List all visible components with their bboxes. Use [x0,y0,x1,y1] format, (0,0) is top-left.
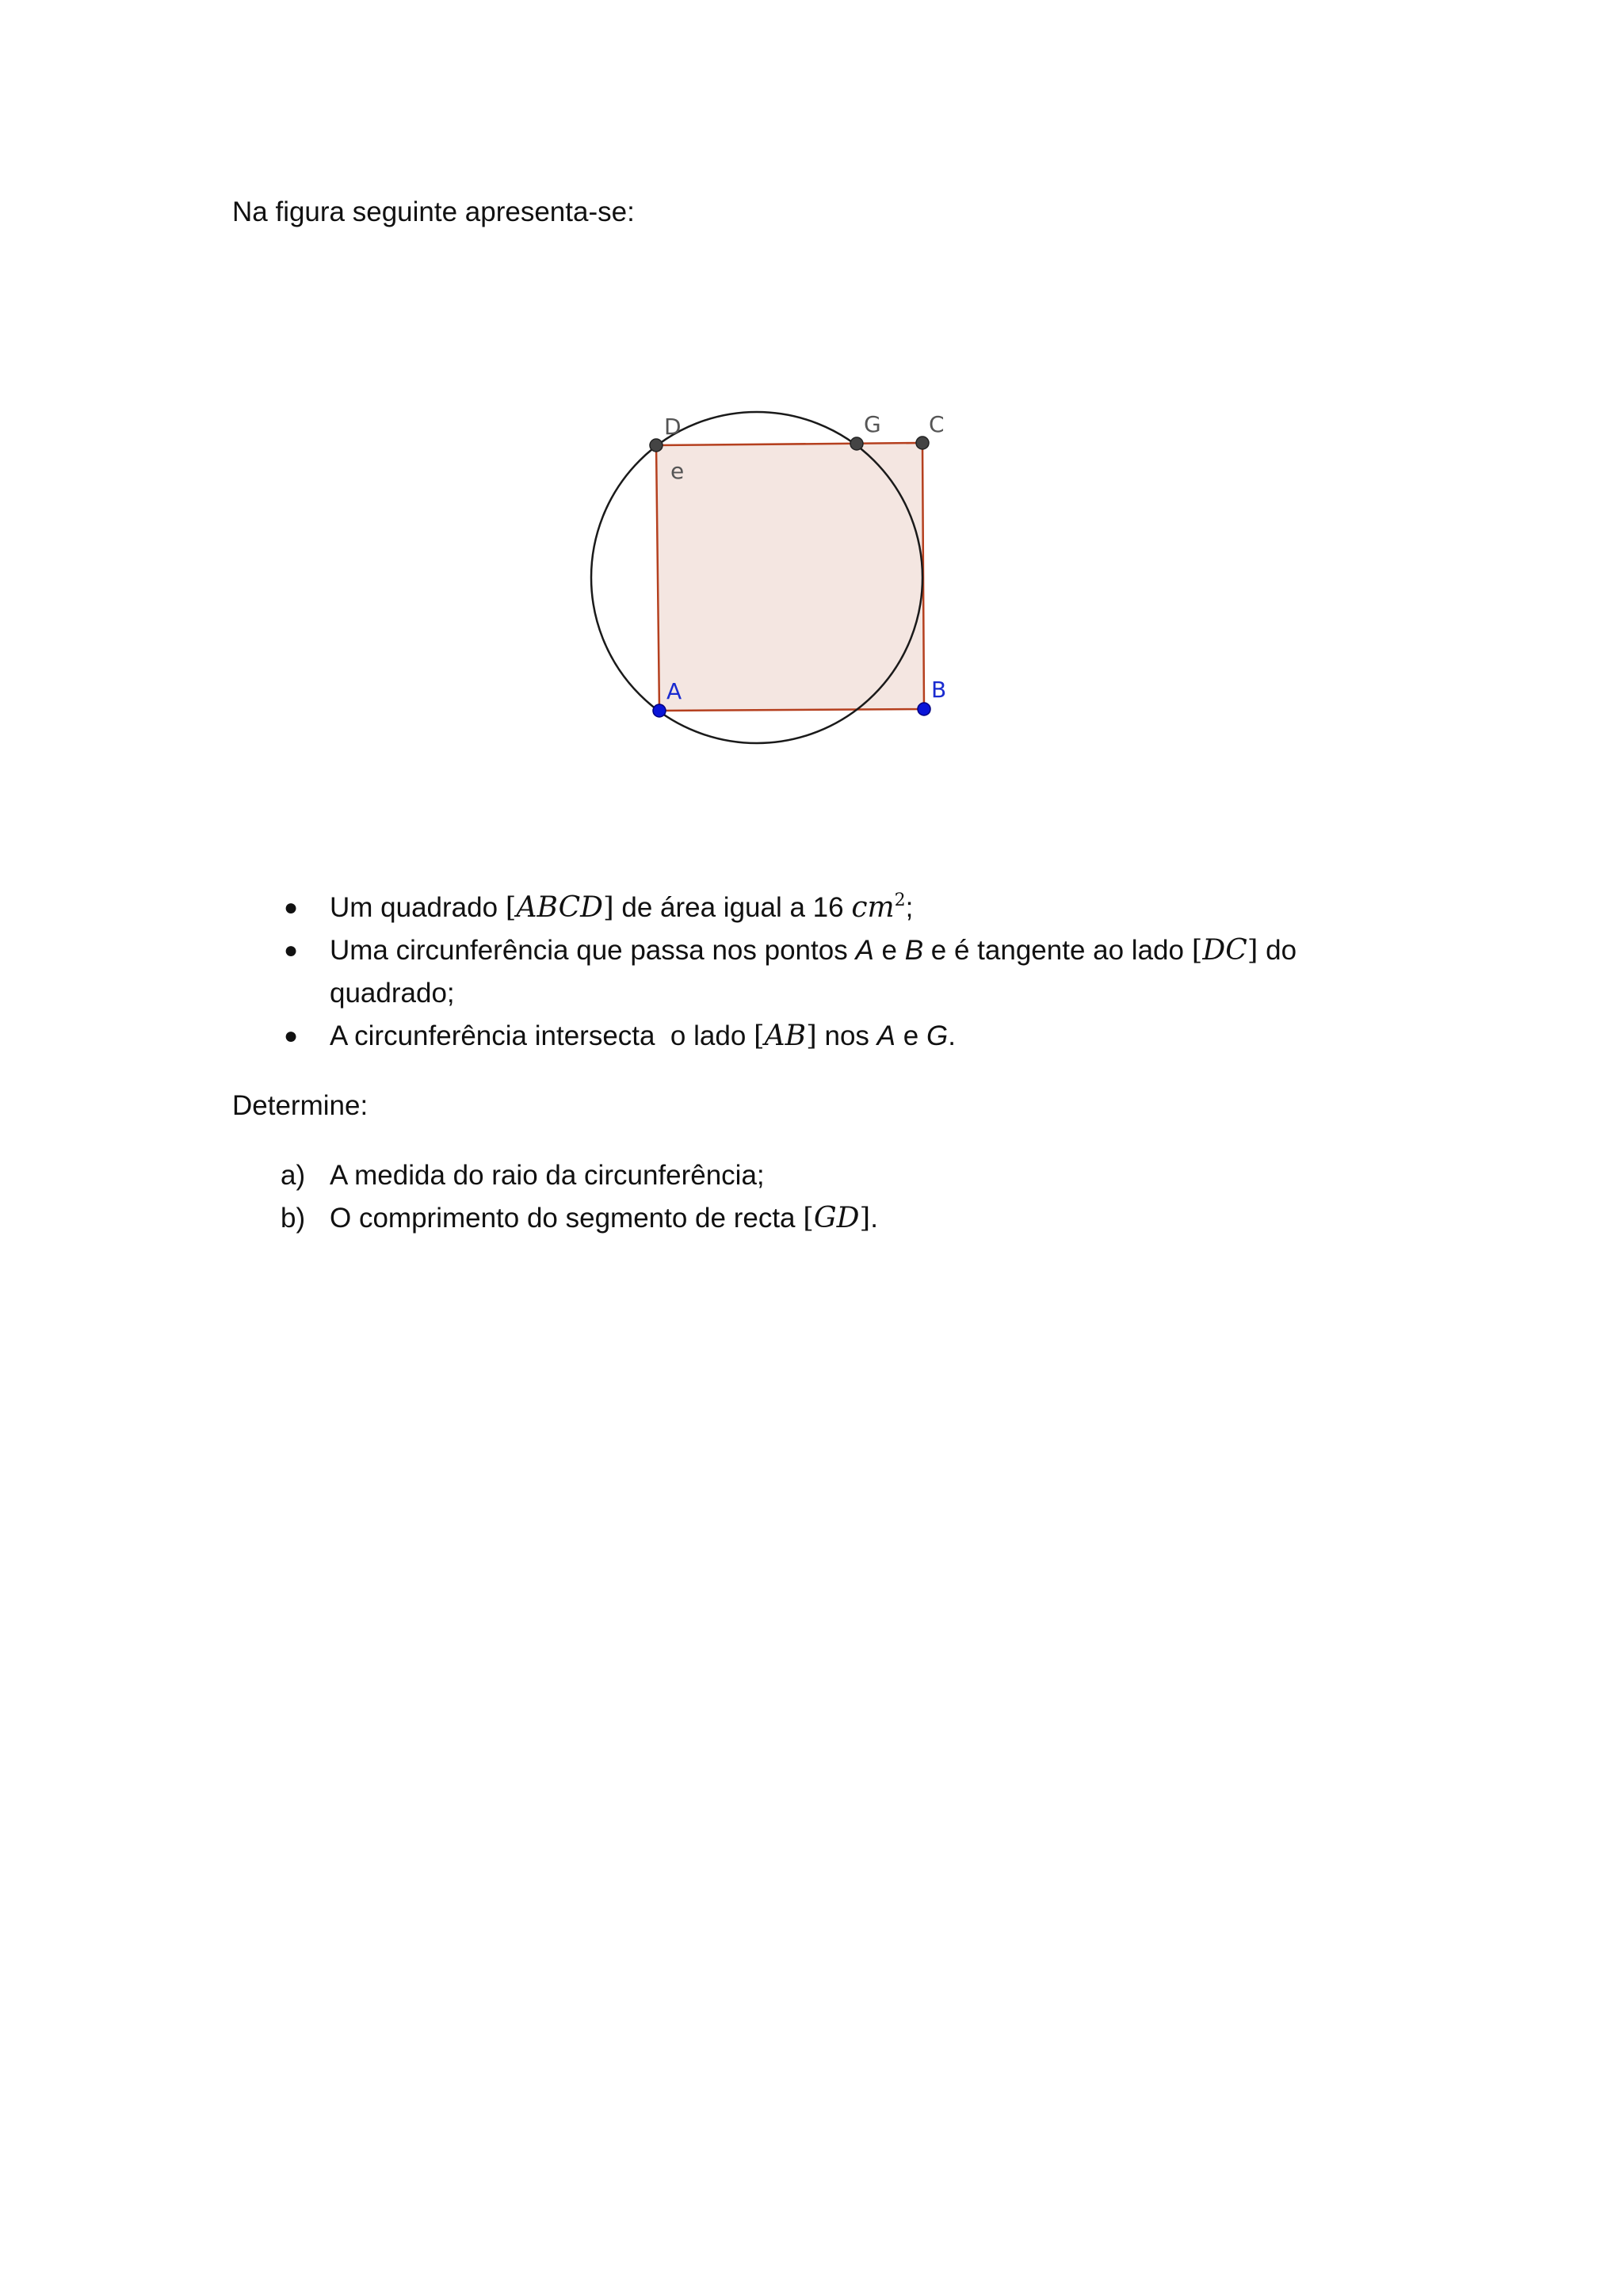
point-name: B [904,935,924,966]
question-a-text: A medida do raio da circunferência; [330,1160,765,1191]
bullet-text: ; [905,892,914,923]
bracket-close: ] [602,892,614,924]
bracket-open: [ [754,1020,765,1052]
bullet-item-area [330,891,913,925]
bullet-text: Um quadrado [330,892,506,923]
math-abcd: ABCD [516,891,603,924]
bullet-marker: ● [284,1023,299,1049]
geometry-figure [579,396,975,761]
point-name: A [876,1020,896,1051]
question-b-text [330,1201,878,1236]
question-marker-a: a) [281,1160,306,1191]
bullet-text: e [873,935,905,966]
math-gd: GD [813,1202,860,1234]
math-dc: DC [1202,934,1247,967]
point-g [850,437,863,450]
bracket-close: ] [806,1020,817,1052]
bullet-text: de área igual a 16 [613,892,852,923]
label-c: C [929,411,945,437]
bullet-item-circle-cont: quadrado; [330,978,455,1009]
point-c [916,437,929,449]
label-g: G [864,411,881,437]
point-b [918,703,930,715]
bullet-marker: ● [284,937,299,963]
bullet-text: Uma circunferência que passa nos pontos [330,935,856,966]
math-exponent: 2 [894,891,906,910]
label-a: A [666,678,682,704]
square-abcd [656,443,924,711]
point-d [650,439,663,452]
label-d: D [664,414,682,440]
label-b: B [931,677,947,703]
bullet-text: . [948,1020,956,1051]
point-name: G [926,1020,949,1051]
math-unit: cm [851,891,895,924]
math-ab: AB [764,1020,807,1052]
question-marker-b: b) [281,1203,306,1234]
bracket-close: ] [1247,935,1258,967]
bullet-marker: ● [284,894,299,921]
bracket-close: ] [859,1203,871,1234]
point-a [653,704,666,717]
question-text: O comprimento do segmento de recta [330,1203,804,1234]
bullet-item-circle [330,933,1296,968]
bracket-open: [ [803,1203,814,1234]
bracket-open: [ [1191,935,1203,967]
bullet-item-intersect [330,1019,956,1054]
determine-heading: Determine: [232,1090,369,1121]
label-e: e [670,458,685,484]
intro-text: Na figura seguinte apresenta-se: [232,196,635,227]
bullet-text: do [1258,935,1297,966]
question-text: . [870,1203,878,1234]
bullet-text: e é tangente ao lado [923,935,1192,966]
bracket-open: [ [505,892,517,924]
bullet-text: e [896,1020,926,1051]
point-name: A [855,935,874,966]
bullet-text: nos [816,1020,877,1051]
bullet-text: A circunferência intersecta o lado [330,1020,754,1051]
